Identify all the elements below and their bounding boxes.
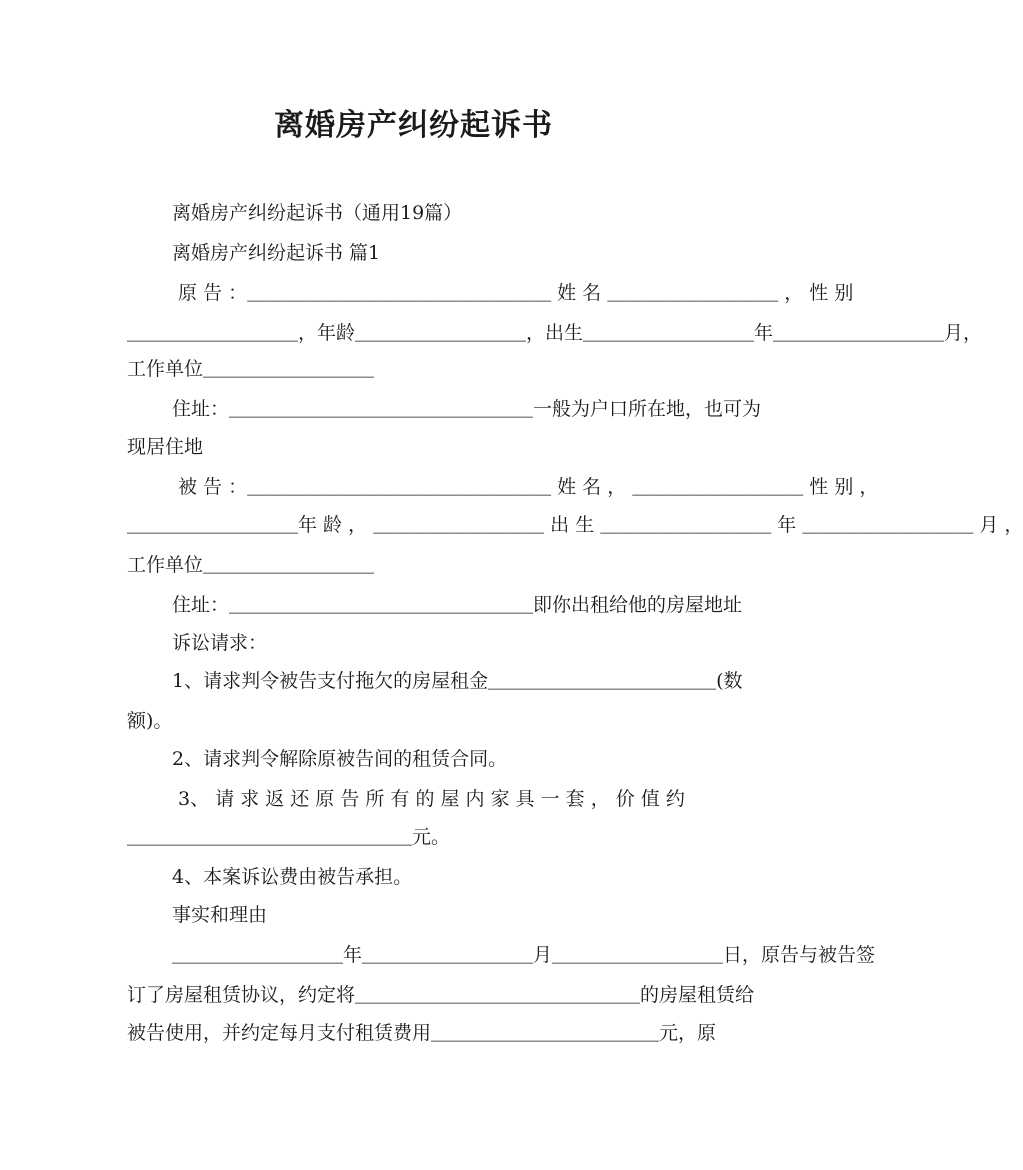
plaintiff-line: 原 告 ：＿＿＿＿＿＿＿＿＿＿＿＿＿＿＿＿ 姓 名 ＿＿＿＿＿＿＿＿＿ ， 性 别	[178, 282, 854, 304]
facts-paragraph-line-1: ＿＿＿＿＿＿＿＿＿年＿＿＿＿＿＿＿＿＿月＿＿＿＿＿＿＿＿＿日，原告与被告签	[172, 944, 876, 966]
claim-3: 3、 请 求 返 还 原 告 所 有 的 屋 内 家 具 一 套 ， 价 值 约	[178, 788, 685, 810]
claim-3-cont: ＿＿＿＿＿＿＿＿＿＿＿＿＿＿＿元。	[127, 826, 451, 848]
plaintiff-details: ＿＿＿＿＿＿＿＿＿，年龄＿＿＿＿＿＿＿＿＿，出生＿＿＿＿＿＿＿＿＿年＿＿＿＿＿＿＿＿＿月，	[127, 322, 983, 344]
claim-1: 1、请求判令被告支付拖欠的房屋租金＿＿＿＿＿＿＿＿＿＿＿＿(数	[172, 670, 743, 692]
plaintiff-address-cont: 现居住地	[127, 436, 204, 458]
facts-paragraph-line-2: 订了房屋租赁协议，约定将＿＿＿＿＿＿＿＿＿＿＿＿＿＿＿的房屋租赁给	[127, 984, 755, 1006]
defendant-line: 被 告 ：＿＿＿＿＿＿＿＿＿＿＿＿＿＿＿＿ 姓 名 ， ＿＿＿＿＿＿＿＿＿ 性 别 ，	[178, 476, 879, 498]
claim-4: 4、本案诉讼费由被告承担。	[172, 866, 413, 888]
defendant-workplace: 工作单位＿＿＿＿＿＿＿＿＿	[127, 554, 375, 576]
section-heading: 离婚房产纠纷起诉书 篇1	[172, 242, 381, 264]
defendant-address: 住址：＿＿＿＿＿＿＿＿＿＿＿＿＿＿＿＿即你出租给他的房屋地址	[172, 594, 743, 616]
facts-heading: 事实和理由	[172, 904, 268, 926]
claim-1-cont: 额)。	[127, 710, 173, 732]
claims-heading: 诉讼请求：	[172, 632, 268, 654]
facts-paragraph-line-3: 被告使用，并约定每月支付租赁费用＿＿＿＿＿＿＿＿＿＿＿＿元，原	[127, 1022, 717, 1044]
plaintiff-workplace: 工作单位＿＿＿＿＿＿＿＿＿	[127, 358, 375, 380]
subtitle-line: 离婚房产纠纷起诉书（通用19篇）	[172, 202, 463, 224]
claim-2: 2、请求判令解除原被告间的租赁合同。	[172, 748, 508, 770]
defendant-details: ＿＿＿＿＿＿＿＿＿年 龄 ， ＿＿＿＿＿＿＿＿＿ 出 生 ＿＿＿＿＿＿＿＿＿ 年 ＿＿＿＿＿＿＿＿＿ 月 ，	[127, 514, 1023, 536]
document-title: 离婚房产纠纷起诉书	[274, 108, 553, 143]
plaintiff-address: 住址：＿＿＿＿＿＿＿＿＿＿＿＿＿＿＿＿一般为户口所在地，也可为	[172, 398, 762, 420]
